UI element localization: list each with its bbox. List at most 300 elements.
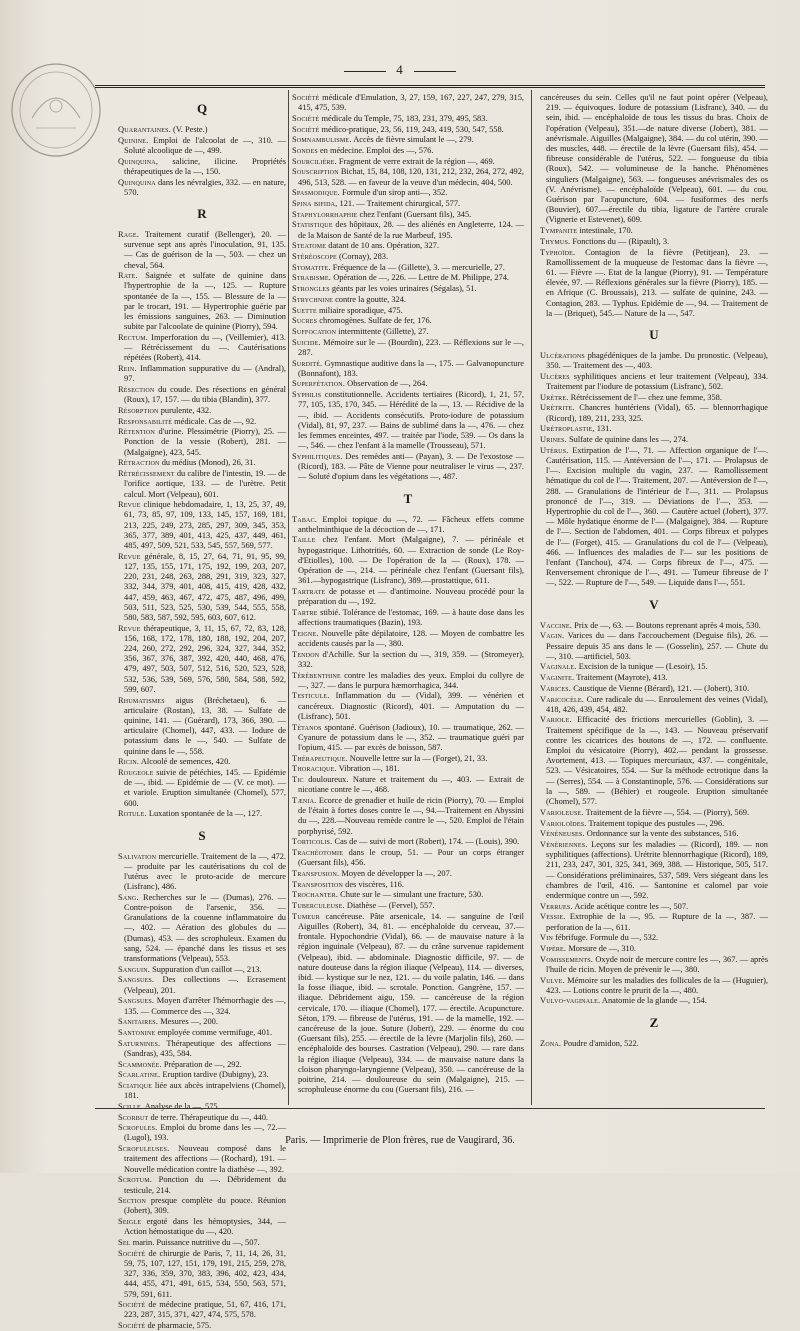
index-entry [292, 379, 524, 389]
index-entry [540, 226, 768, 236]
entry-keyword: Vaginale. [540, 662, 577, 672]
entry-keyword: Résorption [118, 405, 159, 415]
entry-keyword: Revue [118, 623, 141, 633]
index-entry [540, 403, 768, 423]
index-entry [540, 446, 768, 589]
index-entry [118, 469, 286, 500]
entry-references: Nouveau composé dans le traitement des affections — (Rochard), 191. — Nouvelle médication contre la diathèse —, 392. [124, 1144, 286, 1174]
entry-keyword: Rétrécissement [118, 469, 175, 479]
entry-references: datant de 10 ans. Opération, 327. [326, 241, 439, 251]
entry-keyword: Rétraction [118, 458, 160, 468]
entry-references: Excision de la tunique — (Lesoir), 15. [576, 662, 708, 672]
index-column-1 [118, 93, 286, 1331]
entry-keyword: Scrotum. [118, 1175, 153, 1185]
section-letter: T [403, 490, 413, 506]
entry-keyword: Strongles [292, 284, 330, 294]
entry-keyword: Trochanter. [292, 890, 339, 900]
index-entry [118, 1144, 286, 1175]
entry-references: Moyen de développer la —, 207. [339, 868, 452, 878]
index-entry [118, 1175, 286, 1195]
index-entry [292, 93, 524, 113]
index-entry [118, 1039, 286, 1059]
index-entry [118, 893, 286, 964]
index-entry [118, 406, 286, 416]
entry-references: Fonctions du — (Ripault), 3. [570, 236, 670, 246]
index-entry [118, 975, 286, 995]
entry-references: Gymnastique auditive dans la —, 175. — Galvanopuncture (Bonnafont), 183. [298, 358, 524, 378]
entry-keyword: Quinquina [118, 177, 156, 187]
index-entry [118, 1028, 286, 1038]
entry-keyword: Santonine [118, 1027, 156, 1037]
entry-references: clinique hebdomadaire, 1, 13, 25, 37, 49, 61, 73, 85, 97, 109, 133, 145, 157, 169, 181, 213, 225, 249, 273, 285, 297, 309, 345, 353, 365, 377, 389, 401, 413, 425, 437, 449, 461, 485, 497, 509, 521, 533, 545, 557, 569, 577. [124, 500, 286, 551]
entry-references: médicale. Cas de —, 92. [172, 416, 257, 426]
index-entry [292, 764, 524, 774]
entry-references: Caustique de Vienne (Bérard), 121. — (Jobert), 310. [571, 683, 750, 693]
index-entry [292, 775, 524, 795]
index-entry [540, 695, 768, 715]
entry-references: , salicine, ilicine. Propriétés thérapeutiques de la —, 150. [124, 156, 286, 176]
entry-references: Imperforation du —, (Veillemier), 413. — Rétrécissement du —. Cautérisations répétées (Robert), 414. [124, 332, 286, 363]
entry-keyword: Staphylorrhaphie [292, 209, 358, 219]
entry-keyword: Vin [540, 933, 553, 943]
entry-keyword: Varioleuse. [540, 807, 584, 817]
index-entry [292, 869, 524, 879]
index-entry [292, 252, 524, 262]
index-entry [118, 1017, 286, 1027]
entry-keyword: Spasmodique. [292, 188, 340, 198]
entry-references: employée comme vermifuge, 401. [155, 1027, 273, 1037]
index-entry [292, 135, 524, 145]
entry-references: de terre. Thérapeutique du —, 440. [148, 1112, 269, 1122]
index-entry [118, 996, 286, 1016]
index-entry [118, 1070, 286, 1080]
entry-keyword: Vagin. [540, 631, 565, 641]
index-entry [118, 696, 286, 757]
entry-references: Ecorce de grenadier et huile de ricin (Piorry), 70. — Emploi de l'étain à fortes doses contre le —, 94.—Traitement en Abyssini du —, 228.—Nouveau remède contre le —, 520. Emploi de l'étain porphyrisé, 592. [298, 796, 524, 836]
entry-references: (V. Peste.) [170, 125, 208, 134]
entry-keyword: Urétroplastie, [540, 424, 595, 434]
index-entry [292, 754, 524, 764]
index-entry [540, 424, 768, 434]
index-column-2 [292, 93, 524, 1103]
index-entry [118, 624, 286, 695]
entry-keyword: Salivation [118, 851, 157, 861]
entry-keyword: Société [118, 1321, 146, 1331]
entry-keyword: Rétention [118, 427, 156, 437]
entry-references: Anatomie de la glande —, 154. [600, 996, 707, 1006]
entry-keyword: Tic [292, 775, 304, 785]
entry-keyword: Tuberculeuse. [292, 901, 345, 911]
index-entry [540, 976, 768, 996]
entry-keyword: Vomissements. [540, 954, 594, 964]
column-divider [531, 90, 532, 1105]
index-entry [292, 901, 524, 911]
entry-keyword: Sondes [292, 146, 318, 156]
entry-keyword: Thymus. [540, 236, 571, 246]
index-entry [540, 393, 768, 403]
printer-imprint: Paris. — Imprimerie de Plon frères, rue de Vaugirard, 36. [285, 1135, 515, 1146]
entry-keyword: Stomatite. [292, 262, 331, 272]
index-entry [292, 535, 524, 586]
entry-references: ergoté dans les hémoptysies, 344, — Action hémostatique du —, 420. [124, 1217, 286, 1237]
entry-keyword: Ulcérations [540, 350, 585, 360]
entry-references: presque complète du pouce. Réunion (Jobert), 309. [124, 1196, 286, 1216]
entry-references: cancéreuse. Pâte arsenicale, 14. — sanguine de l'œil Aiguilles (Robert), 34, 81. — encéphaloïde du cerveau, 37.— frontale. Hypochondrie (Vidal), 66. — de mauvaise nature à la région inguinale (Velpeau), 87. — du crâne survenue rapidement (Velpeau), ibid. — abdominale. Diagnostic difficile, 97. — de nature douteuse dans la région iliaque (Velpeau), 114. — diverses, ibid. — kystique sur le nez, 121. — du voile palatin, 146. — dans la fosse iliaque, ibid. — scrotale. Ponction. Gangrène, 157. — iliaque. Débridement aigu, 159. — cancéreuse de la région cervicale, 170. — iliaque (Chomel), 177. — érectile. Acupuncture. Séton, 179. — fibreuse de l'utérus, 191. — de la mamelle, 192. — cancéreuse de la joue. Suture (Jobert), 229. — énorme du cou (Guersant fils), 255. — érectile de la lèvre (Marjolin fils), 260. — encéphaloïde des bourses. Castration (Velpeau), 290. — rare dans la région iliaque (Velpeau), 334. — de mauvaise nature dans la cloison pharyngo-laryngienne (Velpeau), 350. — cancéreuse de la poitrine, 214. — douloureuse du sein (Malgaigne), 215. — scrophuleuse énorme du cou (Guersant fils), 216. — [298, 911, 524, 1095]
index-entry [540, 955, 768, 975]
entry-keyword: Vessie. [540, 912, 566, 922]
index-entry [540, 912, 768, 932]
entry-references: miliaire sporadique, 475. [316, 305, 403, 315]
entry-references: mercurielle. Traitement de la —, 472. — produite par les cautérisations du col de l'utérus avec le proto-acide de mercure (Lisfranc), 486. [124, 851, 286, 892]
index-entry [540, 829, 768, 839]
section-letter: Q [196, 101, 208, 116]
entry-references: des hôpitaux, 28. — des aliénés en Angleterre, 124. — de la Maison de Santé de la rue Marbeuf, 195. [298, 220, 524, 240]
index-entry [292, 125, 524, 135]
entry-keyword: Rhumatismes [118, 695, 165, 705]
entry-references: phagédéniques de la jambe. Du pronostic. (Velpeau), 350. — Traitement des —, 403. [546, 350, 768, 371]
entry-references: de chirurgie de Paris, 7, 11, 14, 26, 31, 59, 75, 107, 127, 151, 179, 191, 215, 259, 278, 327, 336, 359, 370, 383, 396, 402, 423, 434, 444, 455, 471, 491, 615, 534, 550, 563, 571, 579, 591, 611. [124, 1248, 286, 1299]
entry-keyword: Térébenthine [292, 670, 341, 680]
index-entry [292, 284, 524, 294]
index-entry [292, 890, 524, 900]
entry-keyword: Sang. [118, 892, 139, 902]
section-letter: V [649, 596, 659, 612]
entry-references: Traitement topique des pustules —, 296. [586, 818, 725, 828]
index-entry [292, 723, 524, 754]
entry-keyword: Société [118, 1300, 146, 1310]
entry-keyword: Scille. [118, 1101, 144, 1111]
entry-references: constitutionnelle. Accidents tertiaires (Ricord), 1, 21, 57, 77, 105, 135, 170, 345. — Hérédité de la —, 13. — Récidive de la —, ibid. — Accidents consécutifs. Proto-iodure de potassium (Vidal), 81, 97, 237. — Bains de sublimé dans la —, 476. — chez les femmes enceintes, 497. — traitée par l'iode, 539. — Os dans la —, 546. — chez l'enfant à la mamelle (Trousseau), 571. [298, 390, 524, 451]
entry-keyword: Quinquina [118, 156, 156, 166]
index-entry [118, 1321, 286, 1331]
entry-references: Varices du — dans l'accouchement (Deguise fils), 26. — Pessaire depuis 35 ans dans le — (Gosselin), 257. — Chute du —, 310. —artificiel, 503. [546, 631, 768, 661]
index-entry [118, 1217, 286, 1237]
index-entry [118, 500, 286, 551]
entry-references: Morsure de —, 310. [566, 943, 636, 953]
entry-keyword: Testicule. [292, 691, 330, 701]
entry-keyword: Seigle [118, 1217, 142, 1227]
entry-keyword: Thoracique. [292, 764, 337, 774]
entry-keyword: Typhoïde. [540, 247, 576, 257]
entry-references: dans le croup, 51. — Pour un corps étranger (Guersant fils), 456. [298, 848, 524, 868]
index-entry [118, 852, 286, 893]
entry-keyword: Société [292, 93, 320, 102]
entry-keyword: Scarlatine. [118, 1070, 161, 1080]
entry-keyword: Sanguin. [118, 964, 151, 974]
entry-references: intestinale, 170. [577, 226, 633, 236]
index-entry [118, 1113, 286, 1123]
entry-keyword: Tendon [292, 649, 320, 659]
index-entry [292, 199, 524, 209]
entry-keyword: Ricin. [118, 757, 140, 767]
entry-keyword: Tétanos [292, 722, 322, 732]
index-entry [292, 241, 524, 251]
index-entry [292, 390, 524, 451]
entry-keyword: Sciatique [118, 1080, 153, 1090]
index-entry [292, 587, 524, 607]
index-entry [540, 902, 768, 912]
index-entry [118, 1102, 286, 1112]
header-rule [95, 85, 765, 88]
entry-references: Préparation de —, 292. [161, 1059, 242, 1069]
entry-keyword: Vulvo-vaginale. [540, 996, 601, 1006]
entry-references: Efficacité des frictions mercurielles (Goblin), 3. — Traitement spécifique de la —, 143. — Nouveau préservatif contre les cicatrices des boutons de —, 172. — confluente. Emploi du vésicatoire (Piorry), 402.— pendant la grossesse. Avortement, 413. — Topiques mercuriaux, 437. — congénitale, 523. — Vésicatoires, 554. — Sur la méthode ectrotique dans la — (Serres), 554. — à Constantinople, 576. — Considérations sur la —, 589. — (Béhier) et rougeole. Eruption simultanée (Chomel), 577. [546, 715, 768, 807]
index-entry [292, 146, 524, 156]
index-entry [540, 933, 768, 943]
entry-keyword: Sangsues. [118, 975, 155, 985]
entry-keyword: Tartrate [292, 586, 326, 596]
entry-references: Fragment de verre extrait de la région —, 469. [336, 156, 495, 166]
entry-keyword: Suffocation [292, 326, 337, 336]
index-entry [540, 715, 768, 807]
entry-references: Alcoolé de semences, 420. [139, 757, 231, 767]
entry-keyword: Scrofules. [118, 1123, 158, 1133]
index-entry [118, 757, 286, 767]
index-entry [292, 671, 524, 691]
index-entry [292, 650, 524, 670]
index-entry [292, 210, 524, 220]
index-entry [540, 819, 768, 829]
index-entry [540, 631, 768, 662]
entry-keyword: Varices. [540, 683, 572, 693]
entry-references: stibié. Tolérance de l'estomac, 169. — à haute dose dans les affections traumatiques (Bazin), 193. [298, 607, 524, 628]
index-entry [292, 327, 524, 337]
index-entry [540, 996, 768, 1006]
entry-references: médicale du Temple, 75, 183, 231, 379, 495, 583. [319, 113, 488, 123]
entry-keyword: Variole. [540, 715, 572, 725]
entry-references: Inflammation suppurative du — (Andral), 97. [124, 364, 286, 384]
entry-references: chez l'enfant. Mort (Malgaigne), 7. — périnéale et hypogastrique. Lithotritiés, 60. — Extraction de sonde (Le Roy-d'Etiolles), 100. — De l'opération de la — (Roux), 178. — Opération de —, 214. — périnéale chez l'enfant (Guersant fils), 361.—hypogastrique (Lisfranc), 389.—prostattique, 611. [298, 535, 524, 586]
entry-references: de pharmacie, 575. [145, 1321, 212, 1331]
entry-references: Recherches sur le — (Dumas), 276. — Contre-poison de l'arsenic, 356. — Granulations de la couenne inflammatoire du —, 402. — Aération des globules du — (Dumas), 453. — des scrophuleux. Examen du sang, 524. — épanché dans les tissus et ses transformations (Velpeau), 553. [124, 892, 286, 964]
entry-references: du coude. Des résections en général (Roux), 17, 157. — du tibia (Blandin), 377. [124, 384, 286, 405]
entry-references: Chute sur le — simulant une fracture, 530. [338, 890, 484, 900]
entry-keyword: Vénériennes. [540, 839, 588, 849]
index-entry [118, 1196, 286, 1216]
index-entry [118, 178, 286, 198]
index-entry [118, 125, 286, 135]
index-entry [118, 1060, 286, 1070]
index-entry [118, 458, 286, 468]
entry-references: cancéreuses du sein. Celles qu'il ne faut point opérer (Velpeau), 219. — équivoques. Iodure de potassium (Lisfranc), 340. — du sein, ibid. — encéphaloïde de tous les tissus du bras. Choix de l'opération (Velpeau), 351.—de nature diverse (Jobert), 381. — anévrismale. Aiguilles (Malgaigne), 384. — du col utérin, 390. — des muscles, 448. — érectile de la lèvre (Guersant fils), 454. — fibreuse considérable de l'utérus, 522. — fongueuse du tibia (Roux), 542. — volumineuse de la hanche. Phénomènes singuliers (Malgaigne), 563. — fongueuses anévrismales des os (V. Anévrisme). — encéphaloïde (Velpeau), 601. — du cou. Guérison par l'acupuncture, 604. — fusiformes des nerfs (Bouvier), 607.—érectile du tibia, ligature de l'artère crurale (Vignerie et Estevenet), 609. [540, 93, 768, 225]
entry-keyword: Urètre. [540, 392, 569, 402]
entry-references: Vibration —, 181. [336, 764, 400, 774]
entry-keyword: Quinine. [118, 135, 149, 145]
entry-references: Luxation spontanée de la —, 127. [146, 809, 263, 819]
entry-references: spontané. Guérison (Jadioux), 10. — traumatique, 262. — Cyanure de potassium dans le —, 352. — traumatique guéri par l'opium, 415. — par excès de boisson, 587. [298, 722, 524, 752]
entry-references: Ordonnance sur la vente des substances, 516. [584, 829, 739, 839]
entry-references: Extirpation de l'—, 71. — Affection organique de l'—. Cautérisation, 115. — Antéversion de l'—, 171. — Prolapsus de l'—. Excision multiple du vagin, 237. — Ramollissement hématique du col de l'—. Traitement, 207. — Antéversion de l'—, 288. — Granulations de l'intérieur de l'—, 311. — Prolapsus prononcé de l'—, 319. — Déviations de l'—, 353. — Hypertrophie du col de l'—, 360. — Cautère actuel (Jobert), 377. — Môle hydatique énorme de l'— (Malgaigne), 384. — Rupture de l'—. Section de l'abdomen, 401. — Corps fibreux et polypes de l'— (Forget), 415. — Granulations du col de l'— (Velpeau), 466. — Influences des maladies de l'— sur les positions de l'enfant (Tanchou), 474. — Corps fibreux de l'—, 475. — Renversement chronique de l'—, 491. — Tumeur fibreuse de l' —, 522. — Rupture de l'—, 549. — Liquide dans l'—, 551. [546, 445, 768, 588]
entry-keyword: Responsabilité [118, 416, 173, 426]
index-entry [118, 333, 286, 364]
entry-references: Emploi topique du —, 72. — Fâcheux effets comme anthelminthique de la décoction de —, 171. [298, 514, 524, 534]
entry-keyword: Vulve. [540, 975, 565, 985]
index-entry [118, 809, 286, 819]
entry-references: Fréquence de la — (Gillette), 3. — mercurielle, 27. [330, 262, 505, 272]
entry-keyword: Rein. [118, 364, 137, 374]
entry-keyword: Suicide. [292, 337, 321, 347]
column-divider [288, 90, 289, 1105]
entry-references: du médius (Monod), 26, 31. [159, 458, 256, 468]
entry-references: de potasse et — d'antimoine. Nouveau procédé pour la préparation du —, 192. [298, 586, 524, 607]
index-entry [118, 965, 286, 975]
entry-references: géants par les voies urinaires (Ségalas), 51. [329, 284, 477, 294]
entry-keyword: Rotule. [118, 809, 147, 819]
entry-keyword: Torticolis. [292, 837, 333, 847]
entry-references: aigus (Bréchetaeu), 6. — articulaire (Rostan), 13, 38. — Sulfate de quinine, 141. — (Guérard), 173, 366, 390. — articulaire (Chomel), 447, 433. — Iodure de potassium dans le —, 540. — Sulfate de quinine dans le —, 558. [124, 695, 286, 756]
entry-references: chromogènes. Sulfate de fer, 176. [317, 316, 432, 326]
entry-references: en médecine. Emploi des —, 576. [317, 146, 434, 156]
entry-references: dans les névralgies, 332. — en nature, 570. [124, 177, 286, 197]
index-entry [540, 248, 768, 319]
section-letter: Z [649, 1014, 659, 1030]
entry-keyword: Sangsues. [118, 996, 155, 1006]
entry-references: Formule d'un sirop anti—, 352. [339, 188, 448, 198]
entry-keyword: Sourcilière. [292, 156, 337, 166]
entry-keyword: Scorbut [118, 1112, 149, 1122]
index-entry [292, 608, 524, 628]
entry-keyword: Tartre [292, 607, 318, 617]
entry-references: Extrophie de la —, 95. — Rupture de la —, 387. — perforation de la —, 611. [546, 912, 768, 932]
entry-references: Accès de fièvre simulant le —, 279. [351, 135, 474, 145]
index-entry [118, 768, 286, 809]
entry-references: 121. — Traitement chirurgical, 577. [337, 199, 461, 209]
entry-keyword: Sucres [292, 316, 318, 326]
footer-rule [95, 1108, 765, 1109]
index-entry [292, 691, 524, 722]
index-entry [118, 230, 286, 271]
index-entry [292, 452, 524, 483]
index-entry [540, 673, 768, 683]
entry-keyword: Varicocèle. [540, 694, 585, 704]
entry-references: Oxyde noir de mercure contre les —, 367. — après l'huile de ricin. Moyen de prévenir le —, 380. [546, 954, 768, 974]
entry-keyword: Transfusion. [292, 868, 340, 878]
entry-references: Des remèdes anti— (Payan), 3. — De l'exostose — (Ricord), 183. — Pâte de Vienne pour neutraliser le virus —, 237. — Soluté d'opium dans les végétations —, 487. [298, 451, 524, 482]
index-entry [540, 684, 768, 694]
index-entry [292, 295, 524, 305]
index-entry [292, 316, 524, 326]
entry-keyword: Verrues. [540, 901, 573, 911]
entry-keyword: Tumeur [292, 911, 320, 921]
entry-keyword: Transposition [292, 879, 344, 889]
section-letter: U [649, 326, 659, 342]
index-entry [118, 1238, 286, 1248]
index-entry [292, 359, 524, 379]
entry-references: Observation de —, 264. [345, 379, 428, 389]
entry-keyword: Société [118, 1248, 146, 1258]
entry-keyword: Sanitaires. [118, 1017, 159, 1027]
entry-keyword: Zona. [540, 1038, 562, 1048]
entry-references: Thérapeutique des affections — (Sandras), 435, 584. [124, 1038, 286, 1058]
entry-keyword: Section [118, 1196, 147, 1206]
entry-keyword: Strabisme. [292, 273, 332, 283]
entry-keyword: Rougeole [118, 767, 154, 777]
entry-references: syphilitiques anciens et leur traitement (Velpeau), 334. Traitement par l'iodure de potassium (Lisfranc), 502. [546, 371, 768, 392]
index-entry [292, 188, 524, 198]
index-entry [118, 364, 286, 384]
index-entry [118, 1300, 286, 1320]
entry-references: Bichat, 15, 84, 108, 120, 131, 212, 232, 264, 272, 492, 496, 513, 528. — en faveur de la veuve d'un médecin, 404, 500. [298, 167, 524, 187]
entry-keyword: Stéréoscope [292, 252, 337, 262]
page-number: 4 [0, 62, 800, 78]
entry-keyword: Surdité. [292, 358, 323, 368]
index-entry [292, 880, 524, 890]
entry-keyword: Souscription [292, 167, 339, 177]
entry-references: Diathèse — (Fervel), 557. [344, 901, 435, 911]
entry-references: Traitement (Mayrote), 413. [574, 673, 668, 683]
index-entry [540, 435, 768, 445]
entry-references: Opération de —, 226. — Lettre de M. Philippe, 274. [331, 273, 510, 283]
index-entry [540, 372, 768, 392]
entry-keyword: Revue [118, 551, 141, 561]
index-entry [540, 351, 768, 371]
entry-keyword: Urétrite. [540, 403, 575, 413]
entry-keyword: Tænia. [292, 796, 317, 805]
entry-references: Prix de —, 63. — Boutons reprenant après 4 mois, 530. [572, 620, 761, 630]
entry-keyword: Rage. [118, 229, 140, 239]
entry-references: contre les maladies des yeux. Emploi du collyre de —, 327. — dans le purpura hæmorrhagica, 344. [298, 670, 524, 690]
section-letter: S [198, 827, 206, 843]
index-entry [292, 167, 524, 187]
entry-keyword: Tabac. [292, 514, 318, 524]
entry-references: fébrifuge. Formule du —, 532. [552, 933, 659, 943]
entry-references: générale, 8, 15, 27, 64, 71, 91, 95, 99, 127, 135, 155, 171, 175, 192, 199, 203, 207, 220, 231, 248, 263, 288, 291, 319, 323, 327, 332, 344, 379, 401, 408, 415, 419, 428, 432, 447, 459, 463, 467, 472, 475, 487, 496, 499, 503, 511, 523, 525, 530, 539, 544, 555, 558, 580, 583, 587, 592, 595, 603, 607, 612. [124, 551, 286, 622]
entry-references: suivie de pétéchies, 145. — Epidémie de —, ibid. — Epidémie de — (V. ce mot). — et variole. Eruption simultanée (Chomel), 577, 600. [124, 767, 286, 808]
entry-keyword: Urines. [540, 435, 567, 445]
index-entry [118, 1249, 286, 1300]
index-entry [292, 515, 524, 535]
index-entry [118, 271, 286, 332]
entry-keyword: Rectum. [118, 332, 149, 342]
index-entry [540, 808, 768, 818]
entry-references: Nouvelle pâte dépilatoire, 128. — Moyen de combattre les accidents causés par la —, 380. [298, 628, 524, 648]
entry-references: Analyse de la —, 575. [143, 1101, 220, 1111]
entry-references: Traitement de la fièvre —, 554. — (Piorry), 569. [583, 807, 750, 817]
entry-keyword: Scrofuleuses. [118, 1144, 170, 1154]
entry-keyword: Strychnine [292, 294, 333, 304]
entry-keyword: Thérapeutique. [292, 753, 348, 763]
entry-references: marin. Puissance nutritive du —, 507. [130, 1238, 260, 1248]
entry-references: Chancres huntériens (Vidal), 65. — blennorrhagique (Ricord), 189, 211, 233, 325. [546, 403, 768, 423]
entry-keyword: Superfétation. [292, 379, 346, 389]
entry-references: médicale d'Emulation, 3, 27, 159, 167, 227, 247, 279, 315, 415, 475, 539. [298, 93, 524, 113]
index-entry [118, 427, 286, 458]
entry-references: Emploi du brome dans les —, 72.—(Lugol), 193. [124, 1123, 286, 1143]
index-entry [292, 338, 524, 358]
entry-keyword: Syphilis [292, 390, 322, 400]
entry-references: contre la goutte, 324. [333, 294, 407, 304]
entry-references: thérapeutique, 3, 11, 15, 67, 72, 83, 128, 156, 168, 172, 178, 180, 188, 192, 204, 207, 224, 260, 272, 292, 296, 324, 327, 344, 352, 356, 367, 376, 387, 392, 420, 440, 468, 476, 479, 497, 503, 507, 512, 516, 520, 523, 528, 532, 536, 539, 569, 576, 580, 584, 588, 592, 599, 607. [124, 623, 286, 694]
entry-keyword: Société [292, 113, 320, 123]
entry-keyword: Somnambulisme. [292, 135, 352, 145]
entry-references: Inflammation du — (Vidal), 399. — vénérien et cancéreux. Diagnostic (Ricord), 401. — Amputation du — (Lisfranc), 501. [298, 691, 524, 721]
entry-references: Sulfate de quinine dans les —, 274. [566, 435, 689, 445]
entry-keyword: Spina bifida, [292, 199, 338, 209]
index-entry [118, 417, 286, 427]
index-entry [540, 944, 768, 954]
entry-keyword: Scammonée. [118, 1059, 162, 1069]
entry-references: Des collections —. Ecrasement (Velpeau), 201. [124, 975, 286, 995]
entry-references: Poudre d'amidon, 522. [561, 1038, 639, 1048]
entry-references: Eruption tardive (Dubigny), 23. [160, 1070, 269, 1080]
entry-references: d'urine. Plessimétrie (Piorry), 25. — Ponction de la vessie (Robert), 281. — (Malgaigne), 423, 545. [124, 427, 286, 457]
index-entry [292, 912, 524, 1096]
entry-references: Ponction du —. Débridement du testicule, 214. [124, 1175, 286, 1195]
entry-references: (Cornay), 283. [336, 252, 389, 262]
index-entry [292, 263, 524, 273]
index-entry [118, 157, 286, 177]
entry-references: Acide acétique contre les —, 507. [572, 901, 689, 911]
